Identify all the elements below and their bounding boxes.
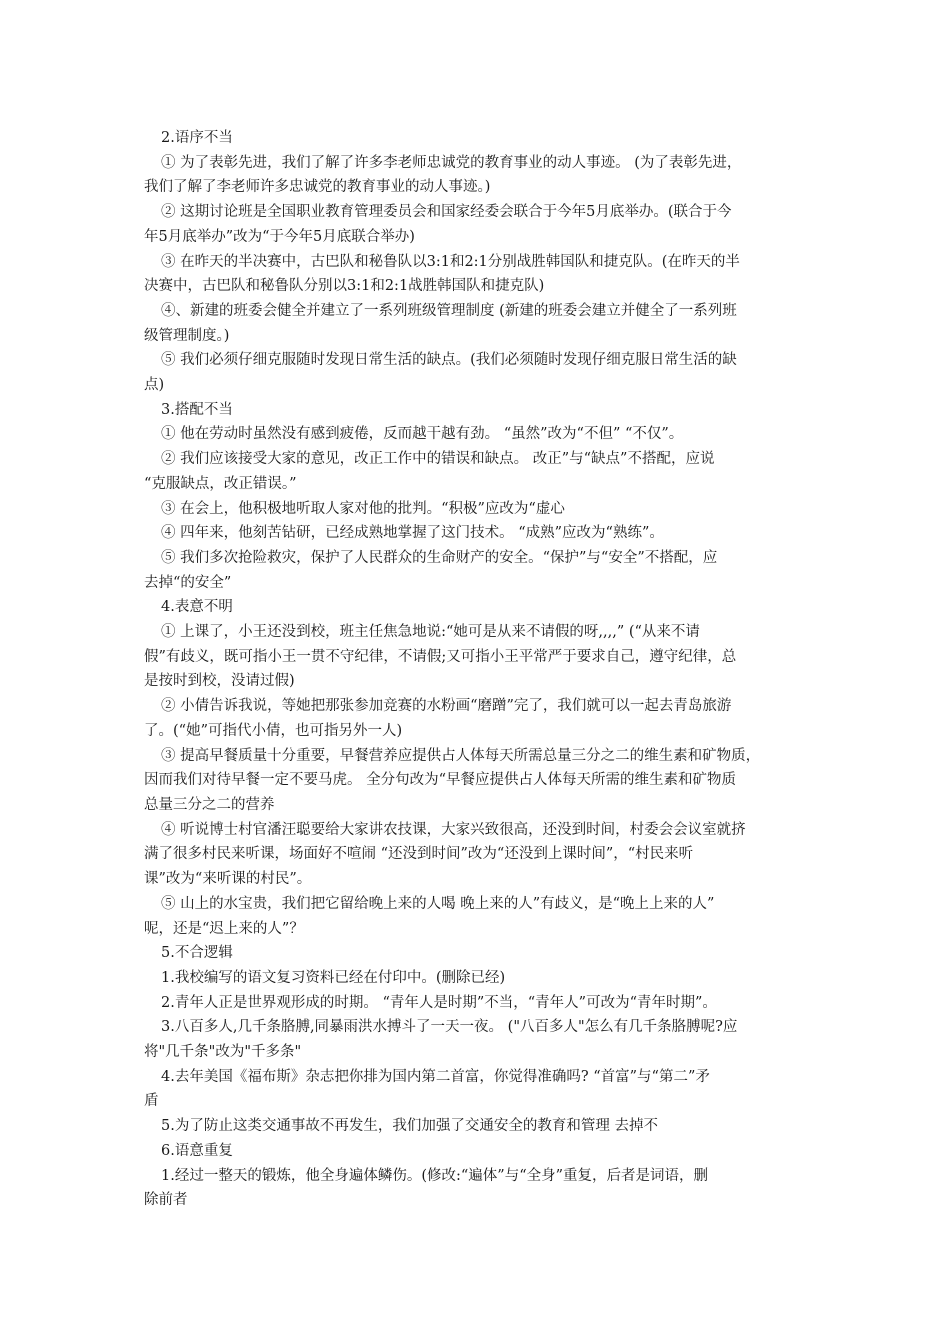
text-line: 去掉“的安全” [144,574,232,591]
text-line: 因而我们对待早餐一定不要马虎。 全分句改为“早餐应提供占人体每天所需的维生素和矿物质 [144,772,737,789]
text-line: ① 他在劳动时虽然没有感到疲倦，反而越干越有劲。 “虽然”改为“不但” “不仅”。 [161,426,684,443]
section-heading-word-order: 2.语序不当 [161,130,233,146]
text-line: ④ 听说博士村官潘汪聪要给大家讲农技课，大家兴致很高，还没到时间，村委会会议室就挤 [161,821,746,838]
text-line: “克服缺点，改正错误。” [144,475,297,492]
section-heading-redundancy: 6.语意重复 [161,1142,233,1159]
section-heading-ambiguity: 4.表意不明 [161,599,233,616]
text-line: 5.为了防止这类交通事故不再发生，我们加强了交通安全的教育和管理 去掉不 [161,1118,658,1135]
text-line: 级管理制度。) [144,327,230,344]
text-line: 盾 [144,1093,159,1110]
text-line: ② 小倩告诉我说，等她把那张参加竞赛的水粉画“磨蹭”完了，我们就可以一起去青岛旅游 [161,698,732,715]
text-line: ⑤ 山上的水宝贵，我们把它留给晚上来的人喝 晚上来的人”有歧义，是“晚上上来的人” [161,895,715,912]
text-line: ① 上课了，小王还没到校，班主任焦急地说:“她可是从来不请假的呀,,,,” (“从来不请 [161,624,700,641]
text-line: 1.我校编写的语文复习资料已经在付印中。(删除已经) [161,969,506,986]
text-line: 是按时到校，没请过假) [144,673,295,690]
text-line: 了。(“她”可指代小倩，也可指另外一人) [144,722,403,739]
text-line: ④ 四年来，他刻苦钻研，已经成熟地掌握了这门技术。 “成熟”应改为“熟练”。 [161,525,664,542]
text-line: ⑤ 我们必须仔细克服随时发现日常生活的缺点。(我们必须随时发现仔细克服日常生活的缺 [161,352,737,369]
text-line: 年5月底举办”改为“于今年5月底联合举办) [144,228,415,245]
text-line: 2.青年人正是世界观形成的时期。 “青年人是时期”不当，“青年人”可改为“青年时期”。 [161,994,717,1011]
text-line: 满了很多村民来听课，场面好不喧闹 “还没到时间”改为“还没到上课时间”，“村民来听 [144,846,694,863]
text-line: ⑤ 我们多次抢险救灾，保护了人民群众的生命财产的安全。“保护”与“安全”不搭配，应 [161,549,718,566]
text-line: 我们了解了李老师许多忠诚党的教育事业的动人事迹。) [144,179,491,196]
text-line: 课”改为“来听课的村民”。 [144,871,312,888]
text-line: 除前者 [144,1192,188,1209]
text-line: ④、新建的班委会健全并建立了一系列班级管理制度 (新建的班委会建立并健全了一系列班 [161,302,737,319]
document-page [144,126,812,1213]
text-line: 4.去年美国《福布斯》杂志把你排为国内第二首富，你觉得准确吗? “首富”与“第二”矛 [161,1068,710,1085]
text-line: 3.八百多人,几千条胳膊,同暴雨洪水搏斗了一天一夜。 ("八百多人"怎么有几千条胳膊呢?应 [161,1019,738,1036]
text-line: 决赛中，古巴队和秘鲁队分别以3:1和2:1战胜韩国队和捷克队) [144,278,545,295]
text-line: ③ 提高早餐质量十分重要，早餐营养应提供占人体每天所需总量三分之二的维生素和矿物质， [161,747,761,764]
text-line: 点) [144,377,165,394]
section-heading-collocation: 3.搭配不当 [161,401,233,418]
text-line: ① 为了表彰先进，我们了解了许多李老师忠诚党的教育事业的动人事迹。 (为了表彰先进， [161,154,742,171]
text-line: 将"几千条"改为"千多条" [144,1044,302,1061]
text-line: ② 我们应该接受大家的意见，改正工作中的错误和缺点。 改正”与“缺点”不搭配，应说 [161,451,715,468]
text-line: 总量三分之二的营养 [144,796,275,813]
text-line: 呢，还是“迟上来的人”？ [144,920,304,937]
section-heading-logic: 5.不合逻辑 [161,945,233,962]
text-line: 假”有歧义，既可指小王一贯不守纪律，不请假;又可指小王平常严于要求自己，遵守纪律，总 [144,648,737,665]
text-line: ③ 在会上，他积极地听取人家对他的批判。“积极”应改为“虚心 [161,500,565,517]
text-line: ③ 在昨天的半决赛中，古巴队和秘鲁队以3:1和2:1分别战胜韩国队和捷克队。(在昨天的半 [161,253,740,270]
text-line: 1.经过一整天的锻炼，他全身遍体鳞伤。(修改:“遍体”与“全身”重复，后者是词语，删 [161,1167,709,1184]
text-line: ② 这期讨论班是全国职业教育管理委员会和国家经委会联合于今年5月底举办。(联合于今 [161,204,732,221]
